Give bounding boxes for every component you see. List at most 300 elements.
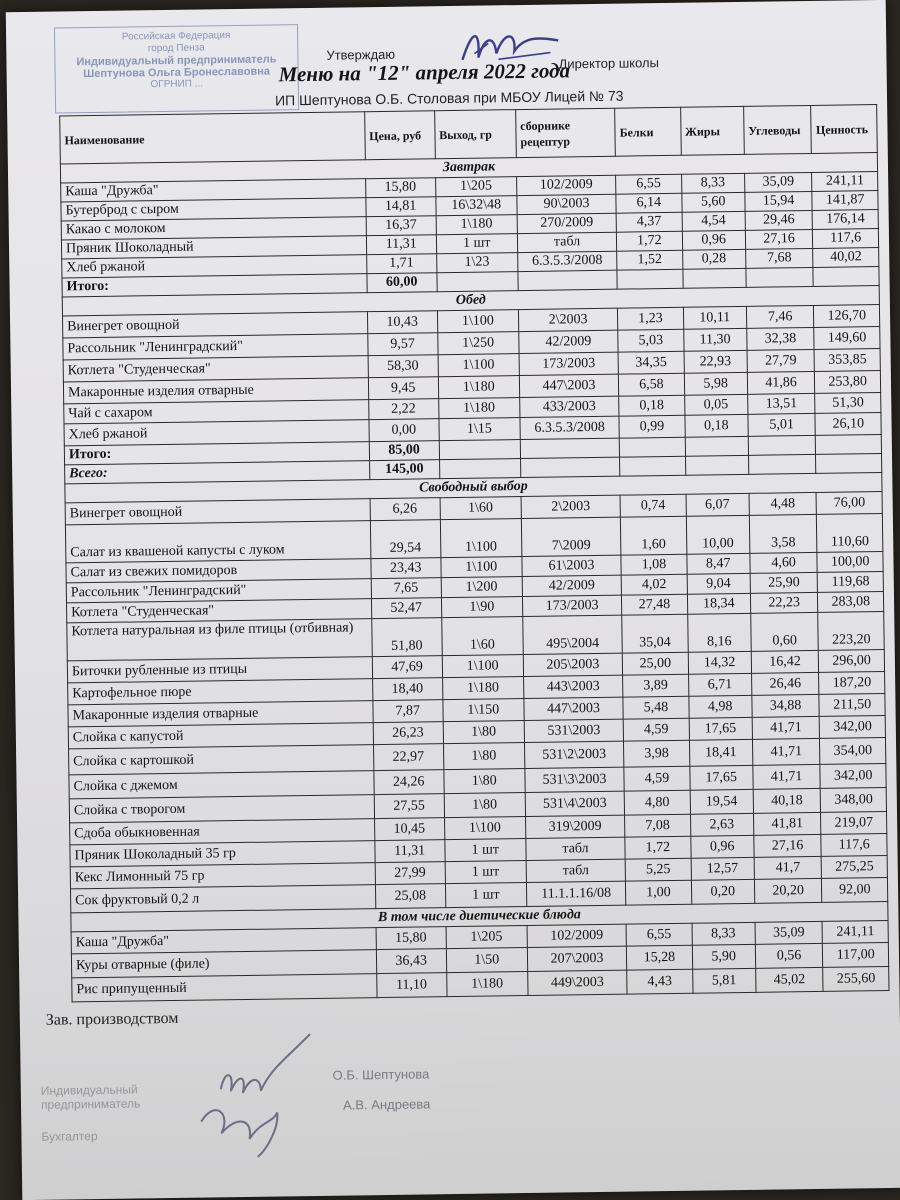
- empty-cell: [748, 435, 816, 455]
- item-carbs: 41,86: [747, 371, 815, 394]
- item-fat: 10,11: [683, 306, 746, 329]
- item-price: 47,69: [372, 656, 442, 679]
- item-recipe: 11.1.1.16/08: [526, 881, 626, 906]
- item-energy: 219,07: [821, 811, 887, 834]
- item-fat: 4,98: [688, 695, 751, 718]
- item-protein: 5,03: [618, 329, 684, 352]
- item-protein: 4,80: [624, 790, 690, 815]
- item-name: Картофельное пюре: [68, 679, 373, 705]
- item-fat: 0,28: [682, 249, 745, 269]
- total-price: 60,00: [367, 273, 437, 293]
- item-protein: 5,25: [625, 858, 691, 881]
- item-fat: 8,33: [681, 173, 744, 193]
- empty-cell: [682, 268, 745, 288]
- item-energy: 255,60: [823, 966, 889, 991]
- stamp-line: Индивидуальный предприниматель: [76, 53, 277, 69]
- item-recipe: 531\2\2003: [524, 741, 624, 768]
- empty-cell: [816, 454, 882, 474]
- item-yield: 1\100: [444, 817, 526, 840]
- item-carbs: 7,68: [745, 248, 813, 268]
- item-fat: 0,05: [684, 394, 747, 415]
- director-label: Директор школы: [558, 55, 660, 72]
- item-fat: 22,93: [684, 350, 747, 373]
- item-fat: 18,34: [687, 593, 750, 614]
- item-recipe: 207\2003: [527, 946, 627, 971]
- item-energy: 211,50: [819, 693, 885, 716]
- item-name: Чай с сахаром: [64, 400, 369, 424]
- item-name: Слойка с творогом: [69, 795, 374, 823]
- item-fat: 12,57: [691, 857, 754, 880]
- col-energy: Ценность: [811, 105, 877, 154]
- item-carbs: 5,01: [748, 413, 816, 436]
- item-carbs: 41,7: [754, 856, 822, 879]
- item-carbs: 22,23: [750, 592, 818, 613]
- item-protein: 1,72: [625, 836, 691, 859]
- item-carbs: 0,56: [755, 943, 823, 968]
- item-name: Каша "Дружба": [71, 928, 376, 954]
- item-recipe: 2\2003: [518, 308, 618, 331]
- menu-document: [6, 0, 900, 1200]
- item-fat: 17,65: [689, 765, 753, 790]
- item-yield: 16\32\48: [435, 196, 516, 216]
- menu-body: [60, 153, 889, 1002]
- item-protein: 35,04: [622, 614, 688, 653]
- item-energy: 354,00: [820, 737, 886, 764]
- item-protein: 4,02: [621, 574, 687, 595]
- item-recipe: 173/2003: [519, 352, 619, 375]
- item-carbs: 41,81: [753, 812, 821, 835]
- item-price: 15,80: [365, 178, 435, 198]
- item-protein: 25,00: [622, 652, 688, 675]
- item-protein: 1,23: [618, 307, 684, 330]
- item-recipe: 2\2003: [521, 495, 621, 518]
- col-protein: Белки: [615, 107, 681, 156]
- item-recipe: 102/2009: [516, 175, 616, 195]
- item-yield: 1 шт: [445, 861, 527, 884]
- item-price: 9,45: [368, 377, 438, 400]
- col-fat: Жиры: [680, 106, 744, 155]
- item-recipe: 6.3.5.3/2008: [518, 251, 618, 271]
- item-protein: 6,55: [626, 923, 692, 946]
- item-price: 18,40: [372, 678, 442, 701]
- item-energy: 241,11: [812, 172, 878, 192]
- item-yield: 1\180: [438, 376, 520, 399]
- item-fat: 5,98: [684, 372, 747, 395]
- total-price: 145,00: [369, 460, 439, 480]
- item-energy: 342,00: [820, 763, 886, 788]
- item-price: 36,43: [376, 949, 446, 974]
- item-name: Винегрет овощной: [65, 499, 370, 525]
- item-fat: 2,63: [690, 813, 753, 836]
- item-name: Бутерброд с сыром: [61, 198, 366, 221]
- item-recipe: 495\2004: [523, 615, 623, 654]
- item-energy: 275,25: [822, 855, 888, 878]
- item-name: Куры отварные (филе): [71, 950, 376, 978]
- item-fat: 5,81: [692, 968, 756, 993]
- item-carbs: 15,94: [745, 191, 813, 211]
- item-carbs: 0,60: [750, 612, 818, 651]
- item-fat: 6,07: [686, 493, 749, 516]
- empty-cell: [439, 440, 520, 460]
- item-protein: 34,35: [618, 351, 684, 374]
- item-protein: 6,14: [616, 193, 682, 213]
- item-yield: 1\205: [435, 177, 516, 197]
- empty-cell: [518, 270, 618, 290]
- total-label: Всего:: [65, 461, 370, 484]
- item-fat: 8,16: [687, 613, 751, 652]
- item-recipe: 42/2009: [522, 575, 622, 596]
- item-name: Макаронные изделия отварные: [63, 378, 368, 404]
- item-fat: 9,04: [687, 573, 750, 594]
- item-yield: 1\180: [438, 398, 520, 419]
- item-yield: 1\90: [441, 597, 523, 618]
- item-price: 10,45: [374, 818, 444, 841]
- item-yield: 1\100: [437, 310, 519, 333]
- item-price: 26,23: [373, 722, 443, 745]
- item-price: 10,43: [367, 311, 437, 334]
- item-recipe: 531\3\2003: [525, 767, 625, 792]
- item-energy: 76,00: [817, 492, 883, 515]
- item-protein: 3,98: [624, 740, 690, 767]
- item-price: 6,26: [370, 498, 440, 521]
- item-yield: 1\80: [443, 743, 525, 770]
- item-fat: 11,30: [683, 328, 746, 351]
- item-energy: 176,14: [813, 210, 879, 230]
- item-yield: 1\23: [436, 253, 517, 273]
- production-head-label: Зав. производством: [45, 1009, 179, 1029]
- item-price: 9,57: [367, 333, 437, 356]
- item-price: 11,31: [375, 840, 445, 863]
- item-fat: 17,65: [689, 717, 752, 740]
- item-name: Пряник Шоколадный: [61, 236, 366, 259]
- item-carbs: 16,42: [751, 650, 819, 673]
- item-price: 51,80: [371, 618, 441, 657]
- item-energy: 141,87: [812, 191, 878, 211]
- item-carbs: 27,16: [745, 229, 813, 249]
- item-recipe: табл: [517, 232, 617, 252]
- item-carbs: 4,60: [750, 552, 818, 573]
- item-carbs: 34,88: [752, 694, 820, 717]
- item-carbs: 13,51: [747, 393, 815, 414]
- empty-cell: [620, 456, 686, 476]
- item-price: 11,31: [366, 235, 436, 255]
- item-price: 16,37: [366, 216, 436, 236]
- item-yield: 1\205: [446, 926, 528, 949]
- item-yield: 1\200: [441, 577, 523, 598]
- signer-name-2: А.В. Андреева: [342, 1096, 431, 1113]
- item-energy: 149,60: [814, 327, 880, 350]
- item-name: Котлета "Студенческая": [67, 599, 372, 623]
- item-protein: 6,55: [616, 174, 682, 194]
- col-recipe: сборнике рецептур: [516, 108, 616, 157]
- item-yield: 1\150: [443, 699, 525, 722]
- item-price: 29,54: [370, 520, 440, 559]
- item-name: Хлеб ржаной: [62, 255, 367, 278]
- item-energy: 40,02: [813, 248, 879, 268]
- item-energy: 126,70: [814, 305, 880, 328]
- item-recipe: 447\2003: [519, 374, 619, 397]
- entrepreneur-label: [41, 1082, 141, 1111]
- item-name: Салат из свежих помидоров: [66, 559, 371, 583]
- item-protein: 7,08: [625, 814, 691, 837]
- item-price: 25,08: [375, 884, 445, 909]
- item-energy: 241,11: [823, 920, 889, 943]
- item-yield: 1\15: [439, 418, 521, 441]
- item-name: Салат из квашеной капусты с луком: [65, 521, 370, 563]
- item-price: 27,99: [375, 862, 445, 885]
- item-protein: 0,18: [619, 395, 685, 416]
- item-price: 23,43: [371, 558, 441, 579]
- item-energy: 51,30: [815, 393, 881, 414]
- item-carbs: 29,46: [745, 210, 813, 230]
- item-name: Рассольник "Ленинградский": [63, 334, 368, 360]
- item-protein: 1,72: [617, 231, 683, 251]
- item-protein: 1,52: [617, 250, 683, 270]
- item-name: Хлеб ржаной: [64, 420, 369, 446]
- empty-cell: [520, 457, 620, 477]
- item-recipe: 443\2003: [523, 675, 623, 698]
- item-name: Слойка с картошкой: [69, 745, 374, 775]
- item-carbs: 41,71: [752, 738, 820, 765]
- item-recipe: 447\2003: [524, 697, 624, 720]
- item-protein: 27,48: [622, 594, 688, 615]
- item-yield: 1\180: [446, 972, 528, 997]
- item-energy: 342,00: [820, 715, 886, 738]
- item-carbs: 25,90: [750, 572, 818, 593]
- empty-cell: [813, 267, 879, 287]
- stamp-line: Российская Федерация: [121, 30, 231, 43]
- item-fat: 8,33: [692, 922, 755, 945]
- item-energy: 110,60: [817, 514, 883, 553]
- item-fat: 8,47: [686, 553, 749, 574]
- item-recipe: 102/2009: [527, 924, 627, 947]
- item-price: 2,22: [368, 399, 438, 420]
- item-energy: 296,00: [819, 649, 885, 672]
- item-fat: 0,96: [690, 835, 753, 858]
- item-name: Слойка с капустой: [68, 723, 373, 749]
- col-price: Цена, руб: [364, 111, 435, 160]
- item-recipe: 433/2003: [520, 396, 620, 417]
- accountant-label: Бухгалтер: [41, 1129, 98, 1144]
- stamp-line: Шептунова Ольга Бронеславовна: [83, 65, 271, 81]
- section-title: В том числе диетические блюда: [71, 901, 888, 931]
- item-price: 22,97: [373, 744, 443, 771]
- item-yield: 1\80: [443, 721, 525, 744]
- item-yield: 1\60: [440, 497, 522, 520]
- item-carbs: 35,09: [744, 172, 812, 192]
- item-carbs: 41,71: [753, 764, 821, 789]
- item-recipe: 90\2003: [517, 194, 617, 214]
- item-carbs: 3,58: [749, 514, 817, 553]
- item-yield: 1\250: [437, 332, 519, 355]
- item-protein: 1,60: [621, 516, 687, 555]
- item-name: Пряник Шоколадный 35 гр: [70, 841, 375, 867]
- item-energy: 117,6: [813, 229, 879, 249]
- section-title: Обед: [62, 286, 879, 316]
- item-name: Рассольник "Ленинградский": [66, 579, 371, 603]
- item-price: 14,81: [366, 197, 436, 217]
- item-recipe: 6.3.5.3/2008: [520, 416, 620, 439]
- item-carbs: 40,18: [753, 788, 821, 813]
- item-fat: 19,54: [690, 789, 754, 814]
- entrepreneur-line: предприниматель: [40, 1096, 141, 1112]
- section-title: Свободный выбор: [65, 473, 882, 503]
- item-fat: 0,20: [691, 879, 755, 904]
- item-price: 7,65: [371, 578, 441, 599]
- col-carbs: Углеводы: [743, 105, 811, 154]
- item-fat: 5,60: [681, 192, 744, 212]
- item-protein: 0,99: [619, 415, 685, 438]
- item-protein: 4,59: [623, 718, 689, 741]
- item-recipe: 7\2009: [521, 517, 621, 556]
- item-carbs: 35,09: [755, 921, 823, 944]
- item-energy: 92,00: [822, 877, 888, 902]
- item-carbs: 4,48: [749, 492, 817, 515]
- item-name: Макаронные изделия отварные: [68, 701, 373, 727]
- item-recipe: 42/2009: [519, 330, 619, 353]
- item-fat: 4,54: [682, 211, 745, 231]
- item-carbs: 26,46: [751, 672, 819, 695]
- item-fat: 10,00: [686, 515, 750, 554]
- section-title: Завтрак: [60, 153, 877, 183]
- menu-table: [59, 104, 889, 1002]
- item-protein: 6,58: [619, 373, 685, 396]
- item-recipe: табл: [526, 859, 626, 882]
- item-protein: 1,08: [621, 554, 687, 575]
- empty-cell: [685, 455, 748, 475]
- item-energy: 187,20: [819, 671, 885, 694]
- item-name: Винегрет овощной: [62, 312, 367, 338]
- item-name: Слойка с джемом: [69, 771, 374, 799]
- item-carbs: 27,79: [747, 349, 815, 372]
- item-energy: 353,85: [815, 349, 881, 372]
- item-carbs: 20,20: [754, 878, 822, 903]
- empty-cell: [619, 437, 685, 457]
- item-fat: 6,71: [688, 673, 751, 696]
- item-energy: 223,20: [818, 612, 884, 651]
- item-energy: 100,00: [817, 552, 883, 573]
- item-name: Сок фруктовый 0,2 л: [70, 885, 375, 913]
- item-recipe: 531\4\2003: [525, 791, 625, 816]
- item-name: Биточки рубленные из птицы: [67, 657, 372, 683]
- empty-cell: [746, 267, 814, 287]
- item-protein: 0,74: [620, 494, 686, 517]
- approve-label: Утверждаю: [326, 46, 396, 63]
- item-recipe: 205\2003: [523, 653, 623, 676]
- item-fat: 18,41: [689, 739, 753, 766]
- item-name: Кекс Лимонный 75 гр: [70, 863, 375, 889]
- total-price: 85,00: [369, 441, 439, 461]
- canteen-subtitle: ИП Шептунова О.Б. Столовая при МБОУ Лицей № 73: [274, 87, 624, 109]
- item-yield: 1\180: [442, 677, 524, 700]
- item-fat: 0,18: [685, 414, 748, 437]
- item-yield: 1\100: [441, 557, 523, 578]
- item-name: Котлета "Студенческая": [63, 356, 368, 382]
- item-name: Рис припущенный: [72, 974, 377, 1002]
- item-protein: 3,89: [623, 674, 689, 697]
- entrepreneur-line: Индивидуальный: [40, 1082, 138, 1098]
- item-price: 52,47: [371, 598, 441, 619]
- item-price: 7,87: [373, 700, 443, 723]
- item-yield: 1\180: [436, 215, 517, 235]
- item-energy: 26,10: [815, 413, 881, 436]
- item-protein: 4,43: [627, 969, 693, 994]
- item-yield: 1\80: [444, 793, 526, 818]
- item-yield: 1 шт: [444, 839, 526, 862]
- company-stamp: [54, 24, 299, 113]
- item-carbs: 7,46: [746, 305, 814, 328]
- item-protein: 15,28: [627, 945, 693, 970]
- item-protein: 5,48: [623, 696, 689, 719]
- item-price: 27,55: [374, 794, 444, 819]
- item-fat: 0,96: [682, 230, 745, 250]
- item-protein: 4,37: [616, 212, 682, 232]
- empty-cell: [520, 438, 620, 458]
- page-title: Меню на "12" апреля 2022 года: [278, 58, 571, 87]
- col-name: Наименование: [60, 112, 365, 164]
- item-yield: 1\60: [441, 617, 523, 656]
- item-recipe: 173/2003: [522, 595, 622, 616]
- item-fat: 5,90: [692, 944, 756, 969]
- empty-cell: [816, 435, 882, 455]
- item-energy: 117,6: [821, 833, 887, 856]
- item-carbs: 41,71: [752, 716, 820, 739]
- item-recipe: 319\2009: [525, 815, 625, 838]
- item-name: Какао с молоком: [61, 217, 366, 240]
- item-energy: 117,00: [823, 942, 889, 967]
- item-carbs: 27,16: [754, 834, 822, 857]
- empty-cell: [685, 436, 748, 456]
- item-carbs: 45,02: [755, 967, 823, 992]
- item-energy: 253,80: [815, 371, 881, 394]
- item-yield: 1 шт: [436, 234, 517, 254]
- item-price: 11,10: [376, 973, 446, 998]
- empty-cell: [437, 272, 518, 292]
- item-name: Котлета натуральная из филе птицы (отбивная): [67, 619, 372, 661]
- item-recipe: 61\2003: [522, 555, 622, 576]
- item-yield: 1\100: [442, 655, 524, 678]
- item-energy: 348,00: [821, 787, 887, 812]
- item-carbs: 32,38: [747, 327, 815, 350]
- item-yield: 1\100: [438, 354, 520, 377]
- item-price: 0,00: [369, 419, 439, 442]
- signer-name-1: О.Б. Шептунова: [332, 1066, 430, 1083]
- empty-cell: [617, 269, 683, 289]
- item-recipe: 449\2003: [528, 970, 628, 995]
- item-name: Сдоба обыкновенная: [70, 819, 375, 845]
- item-name: Каша "Дружба": [61, 179, 366, 202]
- empty-cell: [748, 454, 816, 474]
- item-recipe: 531\2003: [524, 719, 624, 742]
- item-yield: 1\100: [440, 519, 522, 558]
- item-recipe: 270/2009: [517, 213, 617, 233]
- item-energy: 283,08: [818, 592, 884, 613]
- item-fat: 14,32: [688, 651, 751, 674]
- item-energy: 119,68: [818, 572, 884, 593]
- total-label: Итого:: [62, 274, 367, 297]
- item-yield: 1 шт: [445, 883, 527, 908]
- item-price: 1,71: [366, 254, 436, 274]
- item-protein: 4,59: [624, 766, 690, 791]
- item-yield: 1\50: [446, 948, 528, 973]
- item-protein: 1,00: [626, 880, 692, 905]
- stamp-line: ОГРНИП ...: [150, 78, 204, 91]
- item-recipe: табл: [526, 837, 626, 860]
- item-price: 24,26: [374, 770, 444, 795]
- bottom-signatures: [190, 1028, 332, 1160]
- item-price: 15,80: [376, 927, 446, 950]
- col-yield: Выход, гр: [434, 110, 516, 159]
